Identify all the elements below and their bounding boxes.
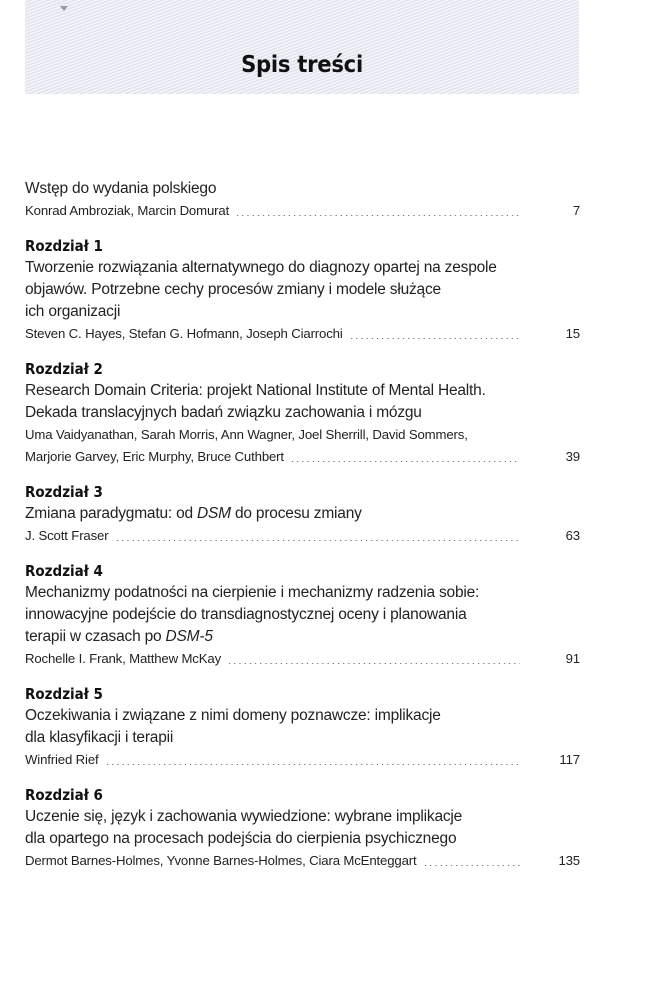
- page-number: 91: [565, 651, 580, 666]
- title-text: Zmiana paradygmatu: od: [25, 505, 198, 522]
- page-number: 135: [558, 853, 580, 868]
- title-line: Dekada translacyjnych badań związku zachowania i mózgu: [25, 404, 422, 421]
- authors-line: [25, 323, 580, 345]
- authors-line: [25, 446, 580, 468]
- chapter-label: Rozdział 2: [25, 360, 103, 378]
- title-line: [25, 626, 580, 648]
- title-line: dla opartego na procesach podejścia do cierpienia psychicznego: [25, 830, 457, 847]
- entry-title: [25, 503, 580, 525]
- toc-entry-preface[interactable]: [25, 178, 580, 222]
- scan-mark-icon: [60, 6, 68, 11]
- entry-title: [25, 257, 580, 323]
- entry-authors: Uma Vaidyanathan, Sarah Morris, Ann Wagner, Joel Sherrill, David Sommers,: [25, 427, 468, 442]
- title-line: innowacyjne podejście do transdiagnostycznej oceny i planowania: [25, 606, 467, 623]
- title-line: Research Domain Criteria: projekt National Institute of Mental Health.: [25, 382, 486, 399]
- table-of-contents: [25, 178, 580, 885]
- title-line: ich organizacji: [25, 303, 121, 320]
- title-italic: DSM-5: [165, 628, 213, 645]
- dot-leader: [290, 461, 520, 462]
- toc-entry-chapter-6[interactable]: [25, 784, 580, 872]
- toc-entry-chapter-2[interactable]: [25, 358, 580, 468]
- title-line: objawów. Potrzebne cechy procesów zmiany i modele służące: [25, 281, 441, 298]
- title-text: terapii w czasach po: [25, 628, 166, 645]
- entry-title: [25, 806, 580, 850]
- entry-authors: Steven C. Hayes, Stefan G. Hofmann, Joseph Ciarrochi: [25, 326, 343, 341]
- title-line: Oczekiwania i związane z nimi domeny poznawcze: implikacje: [25, 707, 441, 724]
- chapter-label: Rozdział 4: [25, 562, 103, 580]
- page-number: 117: [559, 752, 580, 767]
- title-italic: DSM: [197, 505, 231, 522]
- authors-line: [25, 200, 580, 222]
- title-line: Uczenie się, język i zachowania wywiedzione: wybrane implikacje: [25, 808, 463, 825]
- authors-line: [25, 749, 580, 771]
- page-title: Spis treści: [241, 52, 363, 78]
- entry-authors: Rochelle I. Frank, Matthew McKay: [25, 651, 222, 666]
- chapter-label: Rozdział 1: [25, 237, 103, 255]
- entry-title: [25, 380, 580, 424]
- page-number: 63: [565, 528, 580, 543]
- title-line: Mechanizmy podatności na cierpienie i mechanizmy radzenia sobie:: [25, 584, 480, 601]
- authors-line: [25, 525, 580, 547]
- entry-authors: Konrad Ambroziak, Marcin Domurat: [25, 203, 230, 218]
- dot-leader: [105, 764, 520, 765]
- page-number: 7: [572, 203, 580, 218]
- dot-leader: [227, 663, 520, 664]
- chapter-label: Rozdział 3: [25, 483, 103, 501]
- entry-authors: Dermot Barnes-Holmes, Yvonne Barnes-Holmes, Ciara McEnteggart: [25, 853, 417, 868]
- authors-line: [25, 648, 580, 670]
- dot-leader: [349, 338, 520, 339]
- toc-entry-chapter-4[interactable]: [25, 560, 580, 670]
- toc-entry-chapter-5[interactable]: [25, 683, 580, 771]
- entry-authors: J. Scott Fraser: [25, 528, 109, 543]
- page-number: 15: [565, 326, 580, 341]
- entry-authors: Marjorie Garvey, Eric Murphy, Bruce Cuthbert: [25, 449, 284, 464]
- header-band: [25, 0, 579, 94]
- dot-leader: [235, 215, 520, 216]
- title-line: dla klasyfikacji i terapii: [25, 729, 174, 746]
- entry-authors: Winfried Rief: [25, 752, 99, 767]
- title-line: Tworzenie rozwiązania alternatywnego do diagnozy opartej na zespole: [25, 259, 497, 276]
- chapter-label: Rozdział 6: [25, 786, 103, 804]
- page-number: 39: [565, 449, 580, 464]
- entry-title: Wstęp do wydania polskiego: [25, 180, 217, 197]
- authors-line: [25, 850, 580, 872]
- entry-title: [25, 705, 580, 749]
- entry-title: [25, 582, 580, 648]
- dot-leader: [115, 540, 521, 541]
- title-text: do procesu zmiany: [230, 505, 362, 522]
- dot-leader: [423, 865, 520, 866]
- chapter-label: Rozdział 5: [25, 685, 103, 703]
- toc-entry-chapter-1[interactable]: [25, 235, 580, 345]
- toc-entry-chapter-3[interactable]: [25, 481, 580, 547]
